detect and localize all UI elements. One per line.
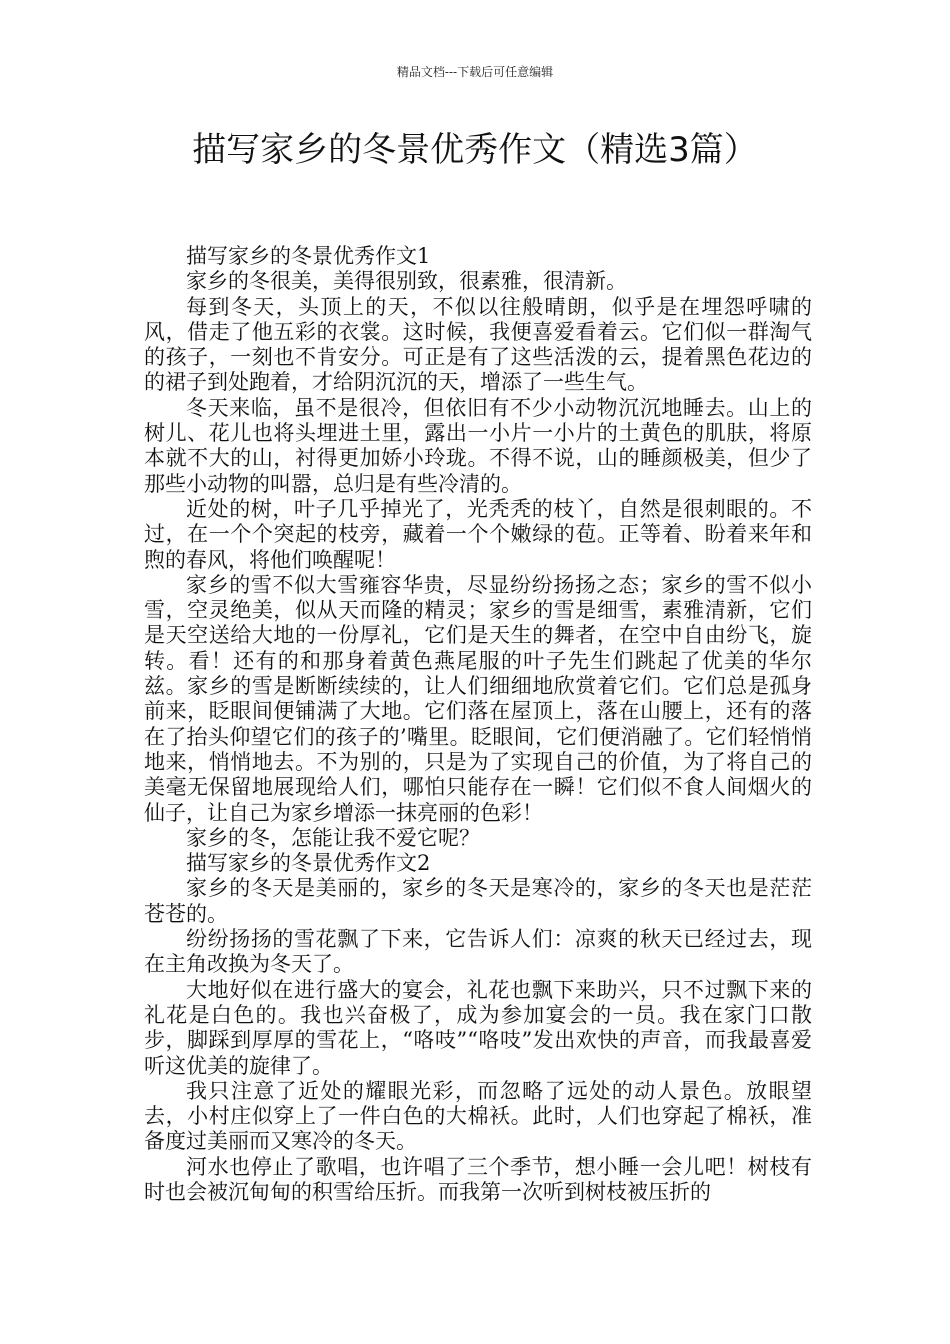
paragraph: 我只注意了近处的耀眼光彩，而忽略了远处的动人景色。放眼望去，小村庄似穿上了一件白色的大棉袄。此时，人们也穿起了棉袄，准备度过美丽而又寒冷的冬天。 (144, 1078, 812, 1154)
paragraph: 河水也停止了歌唱，也许唱了三个季节，想小睡一会儿吧！树枝有时也会被沉甸甸的积雪给压折。而我第一次听到树枝被压折的 (144, 1154, 812, 1204)
header-note: 精品文档---下载后可任意编辑 (396, 65, 554, 79)
paragraph: 家乡的冬，怎能让我不爱它呢？ (186, 825, 480, 850)
paragraph: 家乡的冬很美，美得很别致，很素雅，很清新。 (186, 269, 627, 294)
paragraph: 每到冬天，头顶上的天，不似以往般晴朗，似乎是在埋怨呼啸的风，借走了他五彩的衣裳。这时候，我便喜爱看着云。它们似一群淘气的孩子，一刻也不肯安分。可正是有了这些活泼的云，提着黑色花边的的裙子到处跑着，才给阴沉沉的天，增添了一些生气。 (144, 294, 812, 395)
essay-2-heading: 描写家乡的冬景优秀作文2 (186, 851, 431, 876)
paragraph: 冬天来临，虽不是很冷，但依旧有不少小动物沉沉地睡去。山上的树儿、花儿也将头埋进土里，露出一小片一小片的土黄色的肌肤，将原本就不大的山，衬得更加娇小玲珑。不得不说，山的睡颜极美，但少了那些小动物的叫嚣，总归是有些冷清的。 (144, 395, 812, 496)
document-body (144, 244, 812, 1205)
paragraph: 家乡的雪不似大雪雍容华贵，尽显纷纷扬扬之态；家乡的雪不似小雪，空灵绝美，似从天而隆的精灵；家乡的雪是细雪，素雅清新，它们是天空送给大地的一份厚礼，它们是天生的舞者，在空中自由纷飞，旋转。看！还有的和那身着黄色燕尾服的叶子先生们跳起了优美的华尔兹。家乡的雪是断断续续的，让人们细细地欣赏着它们。它们总是孤身前来，眨眼间便铺满了大地。它们落在屋顶上，落在山腰上，还有的落在了抬头仰望它们的孩子的’嘴里。眨眼间，它们便消融了。它们轻悄悄地来，悄悄地去。不为别的，只是为了实现自己的价值，为了将自己的美毫无保留地展现给人们，哪怕只能存在一瞬！它们似不食人间烟火的仙子，让自己为家乡增添一抹亮丽的色彩！ (144, 572, 812, 825)
paragraph: 近处的树，叶子几乎掉光了，光秃秃的枝丫，自然是很刺眼的。不过，在一个个突起的枝旁，藏着一个个嫩绿的苞。正等着、盼着来年和煦的春风，将他们唤醒呢！ (144, 496, 812, 572)
document-title: 描写家乡的冬景优秀作文（精选3篇） (192, 130, 758, 170)
essay-1-heading: 描写家乡的冬景优秀作文1 (186, 244, 431, 268)
paragraph: 纷纷扬扬的雪花飘了下来，它告诉人们：凉爽的秋天已经过去，现在主角改换为冬天了。 (144, 927, 812, 977)
paragraph: 家乡的冬天是美丽的，家乡的冬天是寒冷的，家乡的冬天也是茫茫苍苍的。 (144, 876, 812, 926)
paragraph: 大地好似在进行盛大的宴会，礼花也飘下来助兴，只不过飘下来的礼花是白色的。我也兴奋极了，成为参加宴会的一员。我在家门口散步，脚踩到厚厚的雪花上，“咯吱”“咯吱”发出欢快的声音，而我最喜爱听这优美的旋律了。 (144, 977, 812, 1078)
